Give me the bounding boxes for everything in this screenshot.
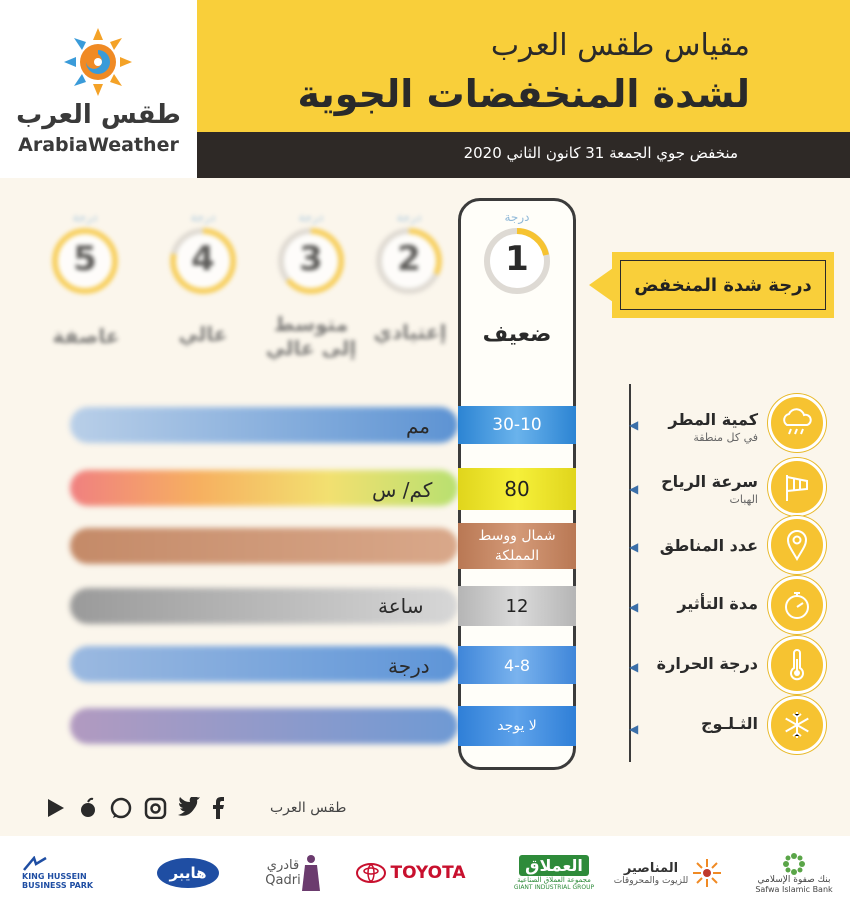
degree-4: [163, 210, 243, 294]
snow-label: [701, 714, 758, 733]
rain-label: [668, 410, 758, 444]
title-banner: [197, 0, 850, 132]
callout-box: [612, 252, 834, 318]
degree-number-5: 5: [73, 239, 97, 279]
snow-value: لا يوجد: [458, 706, 576, 746]
degree-name-2: إعتيادي: [373, 320, 447, 344]
social-brand-name: طقس العرب: [270, 800, 347, 816]
qadri-text: [265, 858, 300, 888]
degree-name-1: ضعيف: [482, 322, 552, 347]
manaseer-sun-icon: [692, 858, 722, 888]
degree-5: [45, 210, 125, 294]
duration-unit: ساعة: [378, 594, 424, 618]
snowflake-icon: [768, 696, 826, 754]
degree-number-3: 3: [299, 239, 323, 279]
duration-label-title: مدة التأثير: [677, 594, 758, 613]
degree-3: [271, 210, 351, 294]
snow-label-title: الثـلـوج: [700, 714, 758, 733]
regions-bar: [70, 528, 458, 564]
regions-pointer-arrow: ◀: [629, 540, 639, 554]
degree-ring-1: [484, 228, 550, 294]
degree-2: [369, 210, 449, 294]
sponsor-qadri: [250, 836, 336, 910]
sponsors-strip: [0, 836, 850, 910]
degree-word: درجة: [72, 210, 98, 224]
degree-name-4: عالي: [178, 322, 228, 346]
regions-value: [458, 523, 576, 569]
stopwatch-icon: [768, 576, 826, 634]
thermometer-icon: [768, 636, 826, 694]
rain-label-sub: في كل منطقة: [693, 431, 758, 444]
degree-number-4: 4: [191, 239, 215, 279]
regions-value-line-1: شمال ووسط: [478, 528, 556, 544]
qadri-figure-icon: [301, 853, 321, 893]
sponsor-giant-group: [512, 836, 596, 910]
degree-name-3-line-1: متوسط: [273, 312, 349, 336]
rain-unit: مم: [406, 414, 431, 438]
manaseer-name: المناصير: [623, 860, 679, 876]
manaseer-sub: للزيوت والمحروقات: [613, 875, 689, 886]
regions-label: [660, 536, 758, 555]
labels-divider-line: [629, 384, 631, 762]
rain-pointer-arrow: ◀: [629, 418, 639, 432]
sponsor-hyper: [148, 836, 228, 910]
wind-pointer-arrow: ◀: [629, 482, 639, 496]
toyota-name: TOYOTA: [390, 863, 466, 883]
logo-name-english: ArabiaWeather: [18, 134, 179, 156]
logo-box: [0, 0, 197, 178]
sponsor-safwa-bank: [746, 836, 842, 910]
subtitle-date: منخفض جوي الجمعة 31 كانون الثاني 2020: [463, 144, 738, 162]
temperature-unit: درجة: [388, 654, 430, 678]
degree-1: [477, 210, 557, 294]
sponsor-manaseer: [612, 836, 724, 910]
wind-unit: كم/ س: [372, 478, 433, 502]
degree-number-2: 2: [397, 239, 421, 279]
sponsor-king-hussein-park: [22, 836, 126, 910]
duration-pointer-arrow: ◀: [629, 600, 639, 614]
apple-icon[interactable]: [81, 799, 95, 817]
degree-name-3: [258, 312, 364, 360]
toyota-logo-icon: [356, 863, 386, 883]
degree-word: درجة: [298, 210, 324, 224]
twitter-icon[interactable]: [178, 797, 200, 816]
title-line-1: مقياس طقس العرب: [490, 28, 750, 63]
windsock-icon: [768, 458, 826, 516]
temperature-label-title: درجة الحرارة: [656, 654, 758, 673]
temperature-pointer-arrow: ◀: [629, 660, 639, 674]
khbp-line-2: BUSINESS PARK: [22, 881, 94, 890]
location-pin-icon: [768, 516, 826, 574]
degree-ring-4: [170, 228, 236, 294]
degree-name-5: عاصفة: [52, 324, 120, 348]
safwa-logo-icon: [783, 853, 805, 875]
rain-label-title: كمية المطر: [668, 410, 758, 429]
giant-name: العملاق: [519, 855, 589, 876]
callout-arrow: [589, 268, 613, 302]
logo-name-arabic: طقس العرب: [16, 100, 181, 130]
degree-number-1: 1: [505, 239, 529, 279]
degree-word: درجة: [504, 210, 530, 224]
facebook-icon[interactable]: [213, 797, 224, 819]
giant-sub-ar: مجموعة العملاق الصناعية: [517, 876, 591, 884]
duration-label: [677, 594, 758, 613]
manaseer-text: [614, 861, 689, 886]
regions-label-title: عدد المناطق: [659, 536, 758, 555]
degree-ring-2: [376, 228, 442, 294]
wind-label: [661, 472, 758, 506]
degree-ring-5: [52, 228, 118, 294]
title-line-2: لشدة المنخفضات الجوية: [297, 72, 750, 116]
social-icons: [46, 797, 236, 819]
hyper-name: هايبر: [157, 858, 218, 888]
degree-word: درجة: [396, 210, 422, 224]
wind-label-sub: الهبات: [729, 493, 758, 506]
rain-bar: [70, 407, 458, 443]
safwa-name-en: Safwa Islamic Bank: [755, 884, 833, 894]
snow-bar: [70, 708, 458, 744]
instagram-icon[interactable]: [146, 799, 165, 818]
sponsor-toyota: [350, 836, 472, 910]
duration-value: 12: [458, 586, 576, 626]
degree-ring-3: [278, 228, 344, 294]
rain-value: 30-10: [458, 406, 576, 444]
khbp-line-1: KING HUSSEIN: [22, 872, 87, 881]
snow-pointer-arrow: ◀: [629, 722, 639, 736]
wind-label-title: سرعة الرياح: [661, 472, 758, 491]
degree-word: درجة: [190, 210, 216, 224]
callout-label: درجة شدة المنخفض: [620, 260, 826, 310]
wind-value: 80: [458, 468, 576, 510]
temperature-label: [657, 654, 758, 673]
safwa-name-ar: بنك صفوة الإسلامي: [757, 874, 831, 885]
google-play-icon[interactable]: [48, 799, 64, 817]
temperature-value: 4-8: [458, 646, 576, 684]
subtitle-banner: [197, 132, 850, 178]
whatsapp-icon[interactable]: [112, 799, 130, 818]
rain-cloud-icon: [768, 394, 826, 452]
degree-name-3-line-2: إلى عالي: [265, 336, 357, 360]
sun-logo-icon: [62, 26, 134, 98]
giant-sub-en: GIANT INDUSTRIAL GROUP: [513, 884, 595, 891]
khbp-logo-icon: [22, 856, 48, 872]
qadri-name-en: Qadri: [265, 873, 301, 888]
qadri-name-ar: قادري: [266, 858, 300, 873]
regions-value-line-2: المملكة: [494, 548, 540, 564]
